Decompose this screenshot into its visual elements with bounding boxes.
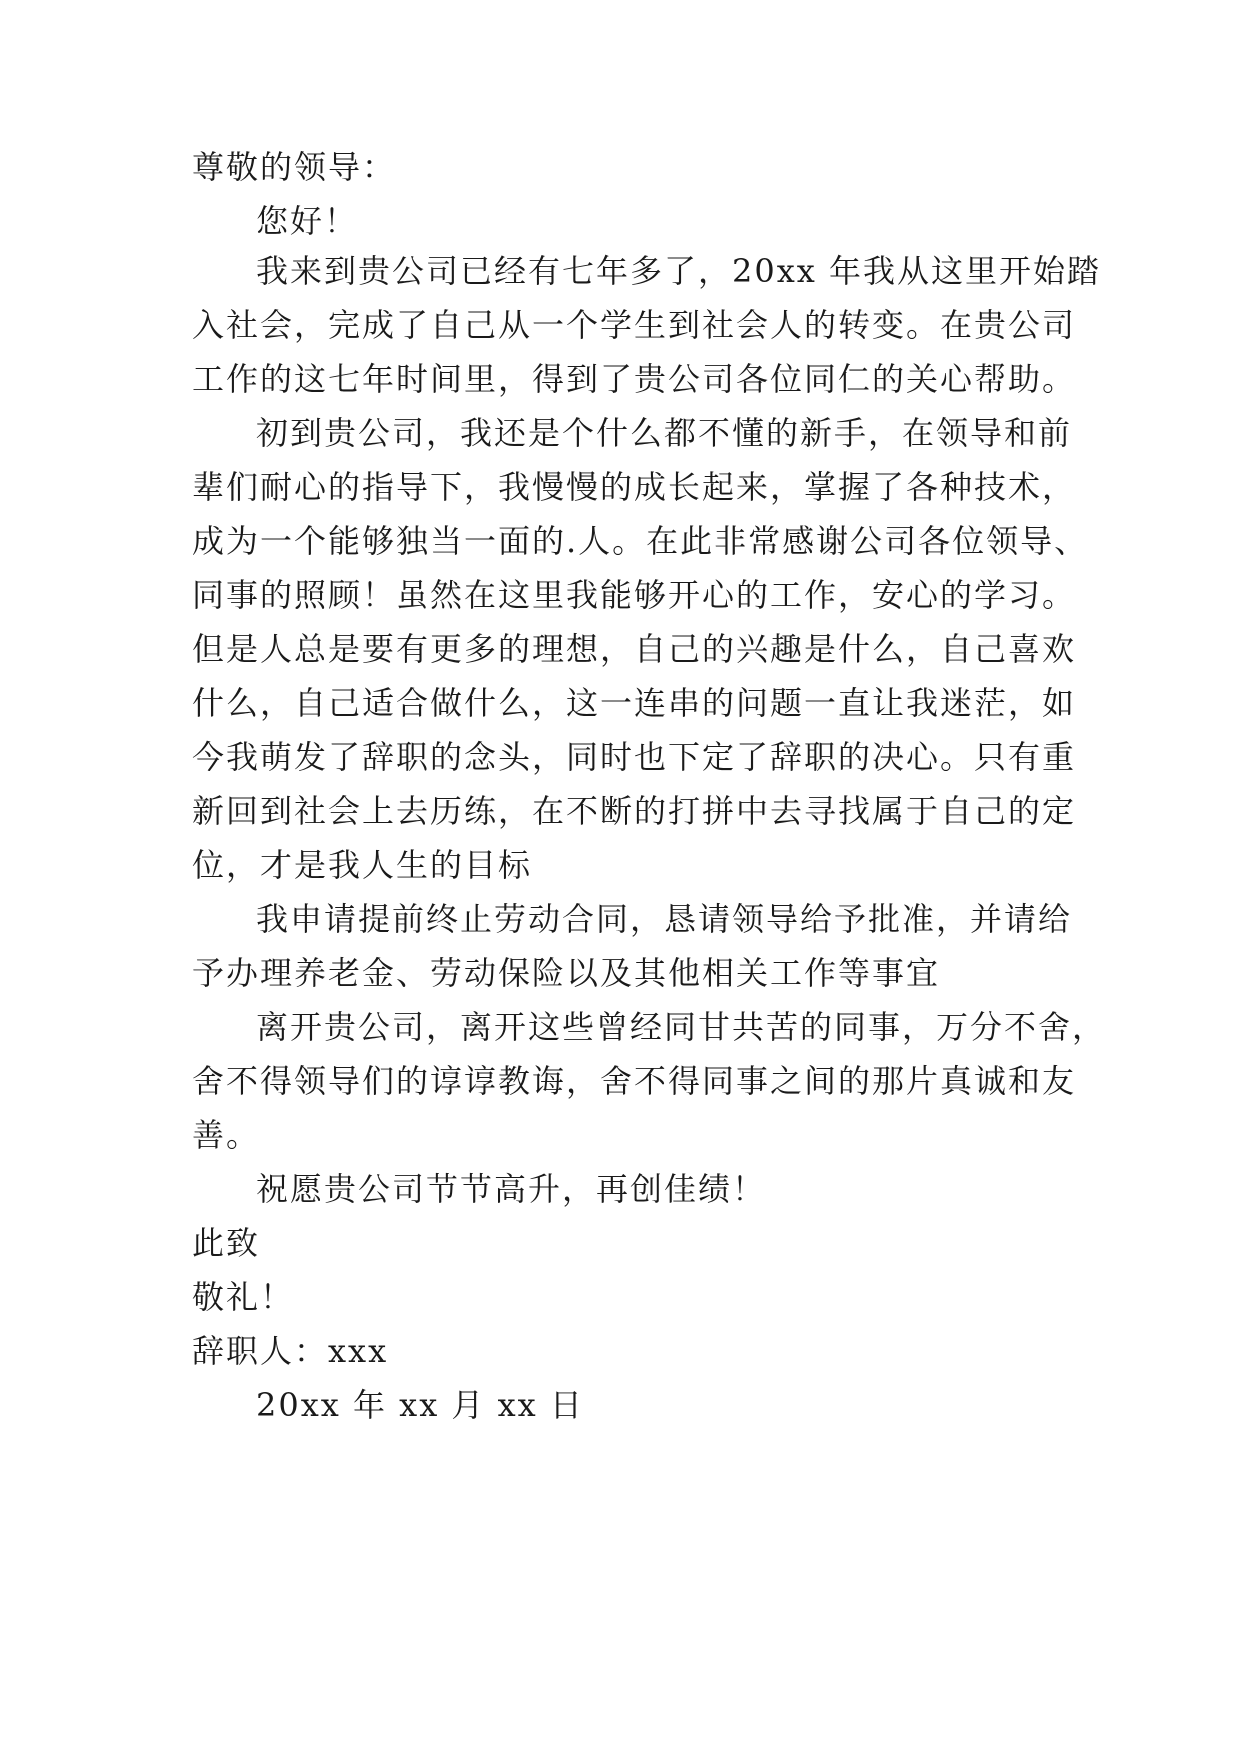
paragraph-line: 什么，自己适合做什么，这一连串的问题一直让我迷茫，如 <box>192 684 1077 722</box>
paragraph-line: 舍不得领导们的谆谆教诲，舍不得同事之间的那片真诚和友 <box>192 1062 1077 1100</box>
greeting: 您好！ <box>256 202 359 240</box>
paragraph-line: 工作的这七年时间里，得到了贵公司各位同仁的关心帮助。 <box>192 360 1077 398</box>
paragraph-line: 初到贵公司，我还是个什么都不懂的新手，在领导和前 <box>256 414 1073 452</box>
paragraph-line: 今我萌发了辞职的念头，同时也下定了辞职的决心。只有重 <box>192 738 1077 776</box>
paragraph-line: 我申请提前终止劳动合同，恳请领导给予批准，并请给 <box>256 900 1073 938</box>
paragraph-line: 成为一个能够独当一面的.人。在此非常感谢公司各位领导、 <box>192 522 1089 560</box>
closing-line-2: 敬礼！ <box>192 1278 295 1316</box>
date: 20xx 年 xx 月 xx 日 <box>256 1386 584 1424</box>
paragraph-line: 善。 <box>192 1116 261 1154</box>
paragraph-line: 我来到贵公司已经有七年多了，20xx 年我从这里开始踏 <box>256 252 1101 290</box>
paragraph-line: 予办理养老金、劳动保险以及其他相关工作等事宜 <box>192 954 941 992</box>
paragraph-line: 辈们耐心的指导下，我慢慢的成长起来，掌握了各种技术， <box>192 468 1077 506</box>
salutation: 尊敬的领导： <box>192 148 397 186</box>
signer: 辞职人：xxx <box>192 1332 389 1370</box>
paragraph-line: 祝愿贵公司节节高升，再创佳绩！ <box>256 1170 767 1208</box>
paragraph-line: 位，才是我人生的目标 <box>192 846 533 884</box>
closing-line-1: 此致 <box>192 1224 261 1262</box>
paragraph-line: 入社会，完成了自己从一个学生到社会人的转变。在贵公司 <box>192 306 1077 344</box>
paragraph-line: 同事的照顾！虽然在这里我能够开心的工作，安心的学习。 <box>192 576 1077 614</box>
paragraph-line: 但是人总是要有更多的理想，自己的兴趣是什么，自己喜欢 <box>192 630 1077 668</box>
paragraph-line: 离开贵公司，离开这些曾经同甘共苦的同事，万分不舍， <box>256 1008 1107 1046</box>
paragraph-line: 新回到社会上去历练，在不断的打拼中去寻找属于自己的定 <box>192 792 1077 830</box>
